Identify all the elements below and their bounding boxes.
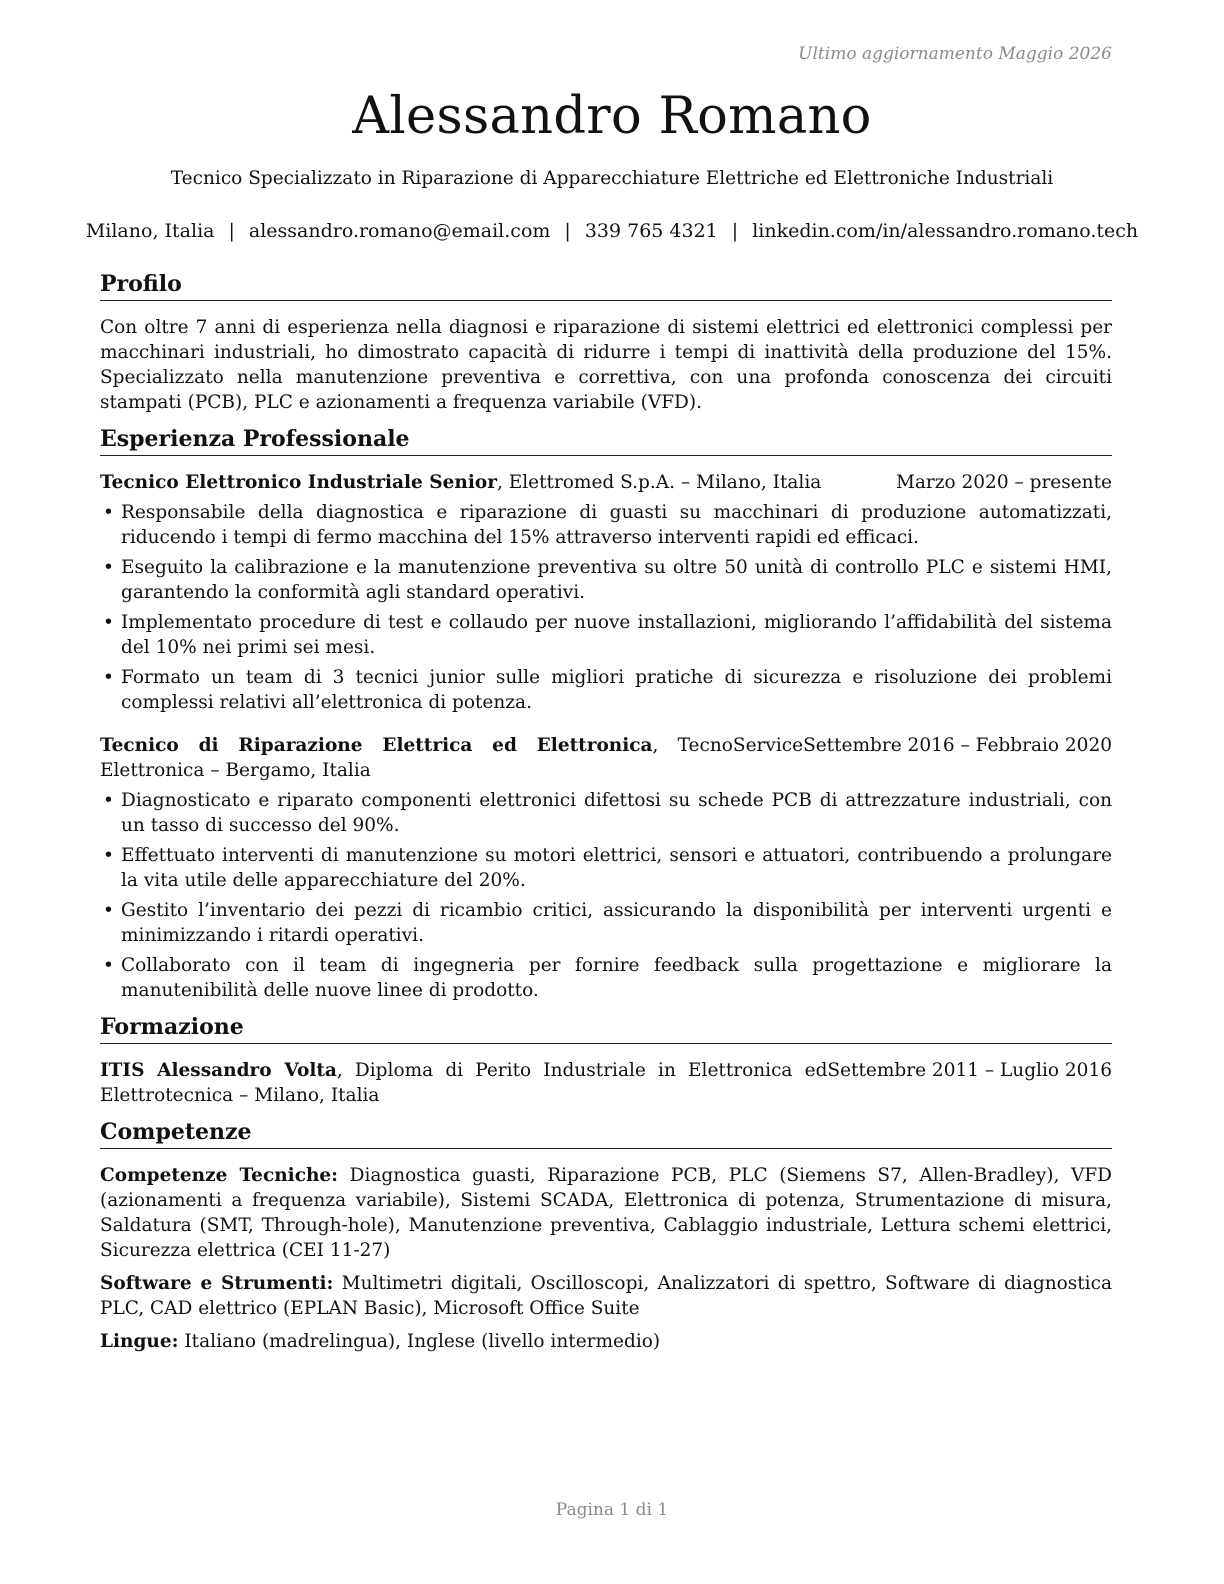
section-title-experience: Esperienza Professionale — [100, 423, 1112, 456]
candidate-tagline: Tecnico Specializzato in Riparazione di Apparecchiature Elettriche ed Elettroniche Industriali — [170, 168, 1054, 189]
job-company: , Elettromed S.p.A. – Milano, Italia — [496, 472, 822, 493]
section-title-profile: Profilo — [100, 268, 1112, 301]
job-header — [100, 470, 1112, 495]
contact-separator: | — [731, 220, 739, 242]
education-detail: , Diploma di Perito Industriale in Elettronica ed Elettrotecnica – Milano, Italia — [100, 1060, 828, 1106]
job-dates: Marzo 2020 – presente — [895, 472, 1112, 493]
education-entry — [100, 1058, 1112, 1108]
job-bullet: • Formato un team di 3 tecnici junior sulle migliori pratiche di sicurezza e risoluzione dei problemi complessi relativi all’elettronica di potenza. — [100, 665, 1112, 715]
profile-summary: Con oltre 7 anni di esperienza nella diagnosi e riparazione di sistemi elettrici ed elettronici complessi per macchinari industriali, ho dimostrato capacità di ridurre i tempi di inattività della produzione del 15%. Specializzato nella manutenzione preventiva e correttiva, con una profonda conoscenza dei circuiti stampati (PCB), PLC e azionamenti a frequenza variabile (VFD). — [100, 317, 1112, 413]
skill-group — [100, 1329, 1112, 1354]
job-entry — [100, 733, 1112, 1003]
candidate-name: Alessandro Romano — [352, 87, 872, 146]
job-bullet-list — [100, 500, 1112, 715]
education-school: ITIS Alessandro Volta — [100, 1060, 337, 1081]
section-title-skills: Competenze — [100, 1116, 1112, 1149]
education-section — [100, 1011, 1112, 1108]
job-bullet-list — [100, 788, 1112, 1003]
skill-group-text: Italiano (madrelingua), Inglese (livello intermedio) — [184, 1331, 661, 1352]
contact-location: Milano, Italia — [85, 220, 215, 242]
skill-group-label: Lingue: — [100, 1331, 179, 1352]
section-title-education: Formazione — [100, 1011, 1112, 1044]
skill-group-label: Software e Strumenti: — [100, 1273, 334, 1294]
profile-section — [100, 268, 1112, 415]
page-number: Pagina 1 di 1 — [555, 1500, 669, 1520]
skill-group-text: Multimetri digitali, Oscilloscopi, Analizzatori di spettro, Software di diagnostica PLC, CAD elettrico (EPLAN Basic), Microsoft Office Suite — [100, 1273, 1112, 1319]
job-header — [100, 733, 1112, 783]
skill-group — [100, 1271, 1112, 1321]
education-header — [100, 1058, 1112, 1108]
job-bullet: • Responsabile della diagnostica e riparazione di guasti su macchinari di produzione automatizzati, riducendo i tempi di fermo macchina del 15% attraverso interventi rapidi ed efficaci. — [100, 500, 1112, 550]
job-role: Tecnico di Riparazione Elettrica ed Elettronica — [100, 735, 653, 756]
job-dates: Settembre 2016 – Febbraio 2020 — [803, 735, 1112, 756]
experience-section — [100, 423, 1112, 1003]
contact-phone[interactable]: 339 765 4321 — [584, 220, 718, 242]
skill-group-text: Diagnostica guasti, Riparazione PCB, PLC (Siemens S7, Allen-Bradley), VFD (azionamenti a frequenza variabile), Sistemi SCADA, Elettronica di potenza, Strumentazione di misura, Saldatura (SMT, Through-hole), Manutenzione preventiva, Cablaggio industriale, Lettura schemi elettrici, Sicurezza elettrica (CEI 11-27) — [100, 1165, 1112, 1261]
resume-body — [100, 268, 1112, 1362]
job-bullet: • Gestito l’inventario dei pezzi di ricambio critici, assicurando la disponibilità per interventi urgenti e minimizzando i ritardi operativi. — [100, 898, 1112, 948]
skill-group-label: Competenze Tecniche: — [100, 1165, 339, 1186]
contact-line — [0, 220, 1224, 242]
job-bullet: • Collaborato con il team di ingegneria per fornire feedback sulla progettazione e migliorare la manutenibilità delle nuove linee di prodotto. — [100, 953, 1112, 1003]
job-bullet: • Effettuato interventi di manutenzione su motori elettrici, sensori e attuatori, contribuendo a prolungare la vita utile delle apparecchiature del 20%. — [100, 843, 1112, 893]
contact-separator: | — [228, 220, 235, 242]
job-bullet: • Implementato procedure di test e collaudo per nuove installazioni, migliorando l’affidabilità del sistema del 10% nei primi sei mesi. — [100, 610, 1112, 660]
skill-group — [100, 1163, 1112, 1263]
job-entry — [100, 470, 1112, 715]
job-company: , TecnoService Elettronica – Bergamo, Italia — [100, 735, 804, 781]
education-dates: Settembre 2011 – Luglio 2016 — [827, 1060, 1112, 1081]
contact-separator: | — [564, 220, 571, 242]
last-updated-note: Ultimo aggiornamento Maggio 2026 — [798, 44, 1112, 64]
job-bullet: • Diagnosticato e riparato componenti elettronici difettosi su schede PCB di attrezzature industriali, con un tasso di successo del 90%. — [100, 788, 1112, 838]
contact-linkedin[interactable]: linkedin.com/in/alessandro.romano.tech — [752, 220, 1139, 242]
job-bullet: • Eseguito la calibrazione e la manutenzione preventiva su oltre 50 unità di controllo PLC e sistemi HMI, garantendo la conformità agli standard operativi. — [100, 555, 1112, 605]
contact-email[interactable]: alessandro.romano@email.com — [248, 220, 551, 242]
skills-section — [100, 1116, 1112, 1354]
job-role: Tecnico Elettronico Industriale Senior — [100, 472, 497, 493]
